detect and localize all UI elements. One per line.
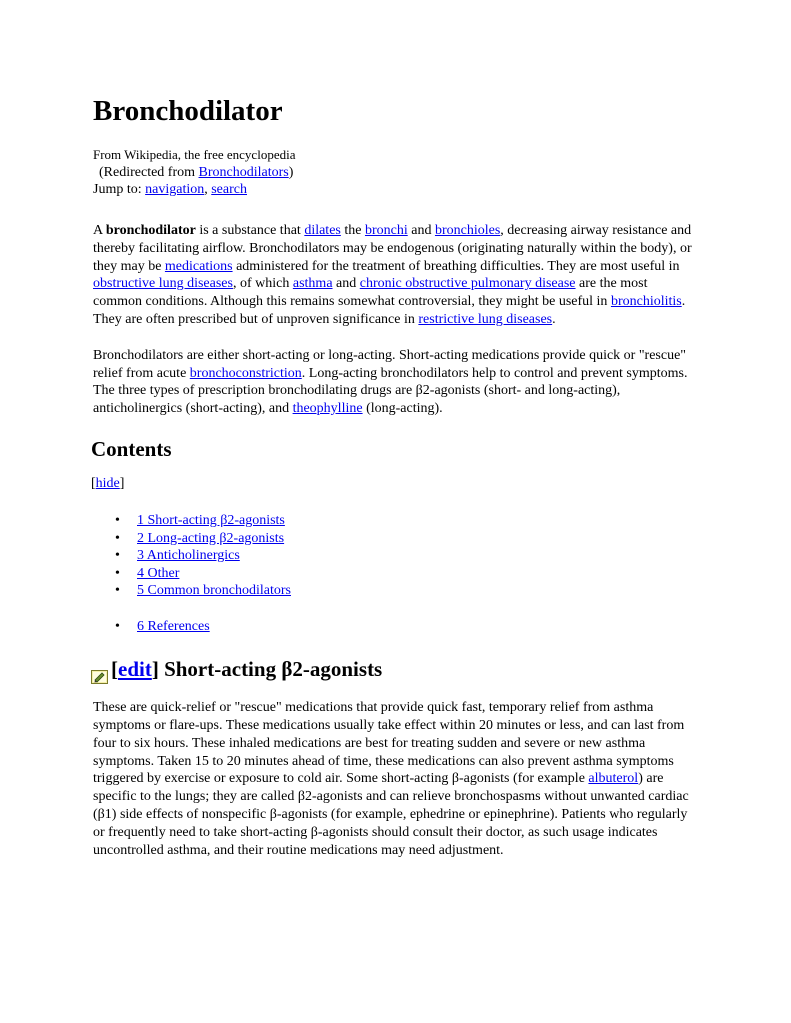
article — [93, 92, 698, 859]
toc-item — [93, 512, 698, 530]
text: , decreasing airway resistance and thereby facilitating airflow. Bronchodilators may be endogenous (originating naturally within the body), or they may be — [93, 223, 692, 274]
contents-heading: Contents — [91, 436, 172, 461]
site-sub: From Wikipedia, the free encyclopedia — [93, 147, 296, 162]
text: are the most common conditions. Although this remains somewhat controversial, they might be useful in — [93, 276, 648, 310]
toc-item — [93, 547, 698, 565]
edit-pencil-icon[interactable] — [91, 663, 108, 677]
term-bold: bronchodilator — [105, 223, 196, 238]
toc-item — [93, 618, 698, 636]
link-bronchi[interactable]: bronchi — [364, 223, 408, 238]
navigation-link[interactable]: navigation — [145, 182, 205, 197]
section-paragraph — [93, 699, 698, 859]
jump-sep: , — [204, 182, 212, 197]
redirect-link[interactable]: Bronchodilators — [198, 165, 289, 180]
toc-link-common-bronchodilators[interactable]: 5 Common bronchodilators — [137, 583, 291, 599]
search-link[interactable]: search — [211, 182, 247, 197]
text: Bronchodilators are either short-acting or long-acting. Short-acting medications provide quick or "rescue" relief from acute — [93, 347, 687, 381]
toc-link-long-acting[interactable]: 2 Long-acting β2-agonists — [137, 530, 285, 546]
text: is a substance that — [195, 223, 305, 238]
bracket: ] — [119, 475, 125, 491]
text: and — [332, 276, 360, 292]
link-bronchioles[interactable]: bronchioles — [434, 223, 501, 238]
text: (long-acting). — [362, 401, 443, 417]
toc-link-references[interactable]: 6 References — [137, 618, 210, 634]
text: ) are specific to the lungs; they are called β2-agonists and can relieve bronchospasms without unwanted cardiac (β1) side effects of nonspecific β-agonists (for example, ephedrine or epinephrine). Patients who regularly or frequently need to take short-acting β-agonists should consult their doctor, as such usage indicates uncontrolled asthma, and their routine medications may need adjustment. — [93, 771, 689, 858]
link-obstructive-lung-diseases[interactable]: obstructive lung diseases — [93, 276, 233, 292]
edit-pencil-icon-svg — [91, 670, 108, 684]
link-bronchiolitis[interactable]: bronchiolitis — [610, 294, 682, 310]
jump-prefix: Jump to: — [93, 182, 146, 197]
page-title: Bronchodilator — [93, 95, 283, 127]
redirect-notice — [93, 163, 698, 181]
bullet: • — [115, 530, 120, 546]
toc-spacer — [93, 600, 698, 618]
toc-item — [93, 530, 698, 548]
bullet: • — [115, 565, 120, 581]
link-copd[interactable]: chronic obstructive pulmonary disease — [359, 276, 576, 292]
section-title: Short-acting β2-agonists — [158, 657, 383, 682]
link-asthma[interactable]: asthma — [292, 276, 333, 292]
edit-link[interactable]: edit — [118, 657, 152, 682]
link-theophylline[interactable]: theophylline — [292, 401, 363, 417]
text: , of which — [232, 276, 293, 292]
link-bronchoconstriction[interactable]: bronchoconstriction — [189, 365, 302, 381]
toc-item — [93, 565, 698, 583]
toc-link-short-acting[interactable]: 1 Short-acting β2-agonists — [137, 512, 285, 528]
bullet: • — [115, 512, 120, 528]
text: A — [93, 223, 106, 238]
jump-to — [93, 181, 698, 198]
text: . They are often prescribed but of unproven significance in — [93, 294, 686, 327]
bracket: [ — [91, 475, 96, 491]
hide-link[interactable]: hide — [95, 475, 120, 491]
toc-link-other[interactable]: 4 Other — [137, 565, 180, 581]
intro-paragraph-2 — [93, 347, 698, 418]
text: the — [340, 223, 365, 238]
redirect-suffix: ) — [288, 165, 294, 180]
link-medications[interactable]: medications — [164, 258, 233, 274]
table-of-contents — [93, 512, 698, 635]
section-heading-short-acting — [91, 655, 698, 683]
link-albuterol[interactable]: albuterol — [588, 771, 639, 787]
link-restrictive-lung-diseases[interactable]: restrictive lung diseases — [418, 311, 553, 327]
text: administered for the treatment of breathing difficulties. They are most useful in — [232, 258, 680, 274]
intro-paragraph-1 — [93, 222, 698, 329]
bullet: • — [115, 548, 120, 564]
toc-item — [93, 582, 698, 600]
text: These are quick-relief or "rescue" medications that provide quick fast, temporary relief from asthma symptoms or flare-ups. These medications usually take effect within 20 minutes or less, and can last from four to six hours. These inhaled medications are best for treating sudden and severe or new asthma symptoms. Taken 15 to 20 minutes ahead of time, these medications can also prevent asthma symptoms triggered by exercise or exposure to cold air. Some short-acting β-agonists (for example — [93, 700, 685, 787]
bullet: • — [115, 583, 120, 599]
redirect-prefix: (Redirected from — [99, 165, 199, 180]
text: . Long-acting bronchodilators help to control and prevent symptoms. The three types of prescription bronchodilating drugs are β2-agonists (short- and long-acting), anticholinergics (short-acting), and — [93, 365, 688, 417]
bracket: [ — [111, 657, 118, 682]
bracket: ] — [151, 657, 159, 682]
link-dilates[interactable]: dilates — [304, 223, 341, 238]
toc-link-anticholinergics[interactable]: 3 Anticholinergics — [137, 548, 240, 564]
text: and — [407, 223, 435, 238]
text: . — [552, 311, 556, 327]
toc-toggle — [91, 475, 698, 492]
bullet: • — [115, 618, 120, 634]
